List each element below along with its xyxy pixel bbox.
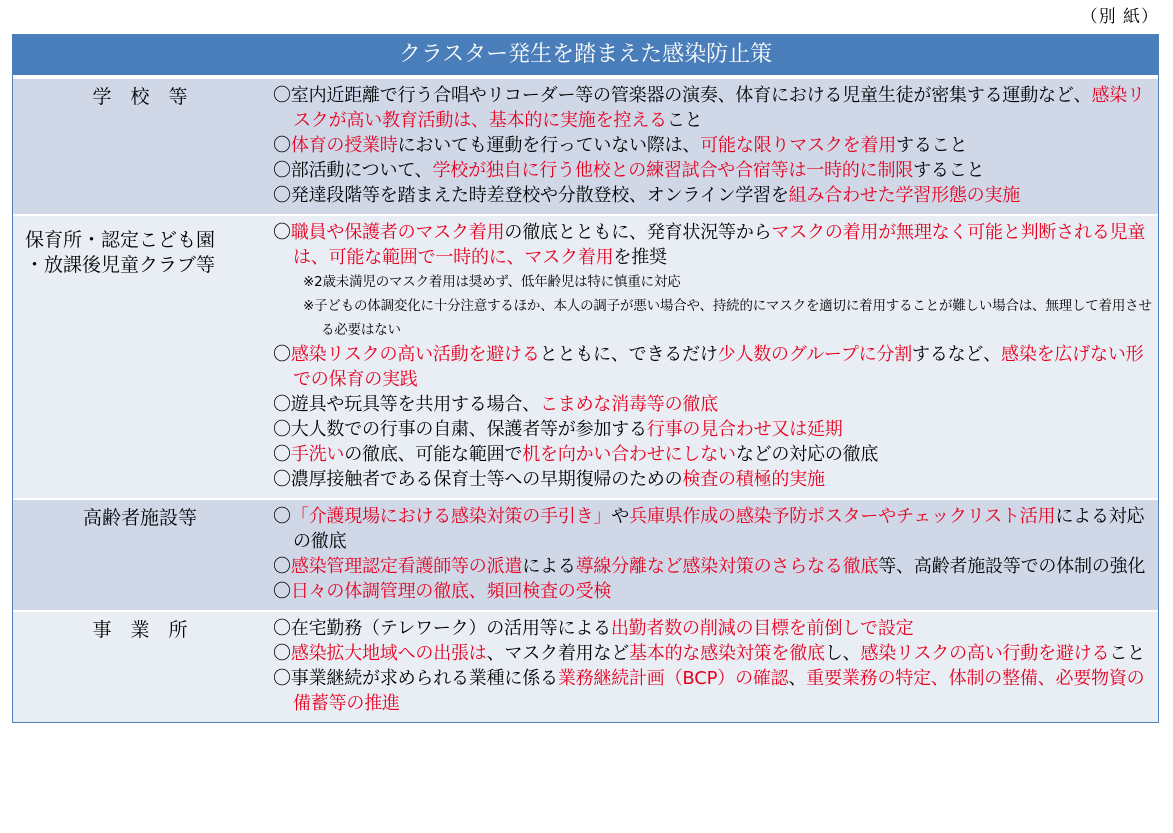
body-text: などの対応の徹底 — [735, 444, 879, 465]
body-text: 〇大人数での行事の自粛、保護者等が参加する — [273, 419, 647, 440]
section-content — [267, 500, 1158, 610]
annex-label: （別 紙） — [1080, 7, 1159, 27]
body-text: 〇 — [273, 556, 291, 577]
measure-item — [273, 641, 1152, 666]
emphasis-text: 導線分離など感染対策のさらなる徹底 — [575, 556, 879, 577]
emphasis-text: 感染管理認定看護師等の派遣 — [290, 556, 523, 577]
body-text: 等、高齢者施設等での体制の強化 — [878, 556, 1146, 577]
body-text: すること — [896, 135, 968, 156]
measure-item — [273, 342, 1152, 392]
body-text: 〇 — [273, 222, 291, 243]
measure-item — [273, 504, 1152, 554]
section-row — [13, 214, 1158, 498]
measure-item — [273, 183, 1152, 208]
body-text: こと — [1109, 643, 1145, 664]
body-text: 〇 — [273, 444, 291, 465]
body-text: 〇 — [273, 344, 291, 365]
body-text: 〇 — [273, 506, 291, 527]
body-text: 〇室内近距離で行う合唱やリコーダー等の管楽器の演奏、体育における児童生徒が密集する運動など、 — [273, 85, 1092, 106]
body-text: とともに、できるだけ — [539, 344, 718, 365]
emphasis-text: 感染リスクの高い活動を避ける — [290, 344, 540, 365]
section-label: 事 業 所 — [92, 619, 188, 641]
section-label: 高齢者施設等 — [82, 507, 197, 529]
emphasis-text: 感染を広げない形での保育の実践 — [293, 344, 1144, 390]
note-item — [273, 294, 1152, 342]
body-text: 〇 — [273, 643, 291, 664]
measure-item — [273, 83, 1152, 133]
measures-table — [12, 34, 1159, 723]
emphasis-text: 机を向かい合わせにしない — [522, 444, 736, 465]
measure-item — [273, 392, 1152, 417]
body-text: すること — [913, 160, 985, 181]
emphasis-text: 兵庫県作成の感染予防ポスターやチェックリスト活用 — [629, 506, 1056, 527]
measure-item — [273, 133, 1152, 158]
table-body — [13, 77, 1158, 722]
section-label-line: 保育所・認定こども園 — [25, 229, 216, 251]
body-text: の徹底とともに、発育状況等から — [504, 222, 772, 243]
measure-item — [273, 666, 1152, 716]
body-text: を推奨 — [613, 247, 667, 268]
body-text: による対応の徹底 — [293, 506, 1145, 552]
measure-item — [273, 417, 1152, 442]
body-text: や — [611, 506, 630, 527]
emphasis-text: 行事の見合わせ又は延期 — [646, 419, 843, 440]
measure-item — [273, 220, 1152, 270]
body-text: 〇遊具や玩具等を共用する場合、 — [273, 394, 540, 415]
measure-item — [273, 442, 1152, 467]
body-text: 〇在宅勤務（テレワーク）の活用等による — [273, 618, 611, 639]
body-text: 、マスク着用など — [486, 643, 630, 664]
body-text: こと — [666, 110, 703, 131]
section-content — [267, 612, 1158, 722]
emphasis-text: こまめな消毒等の徹底 — [540, 394, 718, 415]
emphasis-text: 手洗い — [290, 444, 345, 465]
emphasis-text: 組み合わせた学習形態の実施 — [788, 185, 1021, 206]
section-label: 学 校 等 — [92, 86, 188, 108]
emphasis-text: 出勤者数の削減の目標を前倒しで設定 — [610, 618, 914, 639]
section-label — [13, 216, 267, 498]
measure-item — [273, 467, 1152, 492]
emphasis-text: マスクの着用が無理なく可能と判断される児童は、可能な範囲で一時的に、マスク着用 — [293, 222, 1146, 268]
emphasis-text: 日々の体調管理の徹底、頻回検査の受検 — [290, 581, 612, 602]
emphasis-text: 「介護現場における感染対策の手引き」 — [290, 506, 612, 527]
body-text: するなど、 — [912, 344, 1002, 365]
measure-item — [273, 158, 1152, 183]
section-content — [267, 79, 1158, 214]
emphasis-text: 少人数のグループに分割 — [717, 344, 913, 365]
table-title: クラスター発生を踏まえた感染防止策 — [13, 35, 1158, 77]
emphasis-text: 学校が独自に行う他校との練習試合や合宿等は一時的に制限 — [432, 160, 914, 181]
measure-item — [273, 554, 1152, 579]
emphasis-text: 感染拡大地域への出張は — [290, 643, 487, 664]
emphasis-text: 職員や保護者のマスク着用 — [290, 222, 505, 243]
emphasis-text: 重要業務の特定、体制の整備、必要物資の備蓄等の推進 — [293, 668, 1145, 714]
body-text: 〇 — [273, 581, 291, 602]
body-text: し、 — [824, 643, 861, 664]
body-text: 〇事業継続が求められる業種に係る — [273, 668, 558, 689]
body-text: 、 — [788, 668, 807, 689]
section-row — [13, 610, 1158, 722]
measure-item — [273, 616, 1152, 641]
emphasis-text: 体育の授業時 — [290, 135, 398, 156]
measure-item — [273, 579, 1152, 604]
body-text: による — [522, 556, 576, 577]
emphasis-text: 基本的な感染対策を徹底 — [629, 643, 825, 664]
section-row — [13, 498, 1158, 610]
body-text: 〇部活動について、 — [273, 160, 433, 181]
section-label-line: ・放課後児童クラブ等 — [25, 254, 216, 276]
emphasis-text: 可能な限りマスクを着用 — [700, 135, 897, 156]
body-text: ※子どもの体調変化に十分注意するほか、本人の調子が悪い場合や、持続的にマスクを適切に着用することが難しい場合は、無理して着用させる必要はない — [303, 298, 1152, 338]
note-item — [273, 270, 1152, 294]
body-text: においても運動を行っていない際は、 — [397, 135, 701, 156]
body-text: ※2歳未満児のマスク着用は奨めず、低年齢児は特に慎重に対応 — [303, 274, 681, 290]
emphasis-text: 業務継続計画（BCP）の確認 — [557, 668, 789, 689]
body-text: 〇濃厚接触者である保育士等への早期復帰のための — [273, 469, 683, 490]
section-row — [13, 77, 1158, 214]
section-content — [267, 216, 1158, 498]
body-text: 〇発達段階等を踏まえた時差登校や分散登校、オンライン学習を — [273, 185, 789, 206]
body-text: 〇 — [273, 135, 291, 156]
emphasis-text: 感染リスクが高い教育活動は、基本的に実施を控える — [293, 85, 1145, 131]
body-text: の徹底、可能な範囲で — [344, 444, 523, 465]
emphasis-text: 検査の積極的実施 — [682, 469, 825, 490]
emphasis-text: 感染リスクの高い行動を避ける — [860, 643, 1110, 664]
